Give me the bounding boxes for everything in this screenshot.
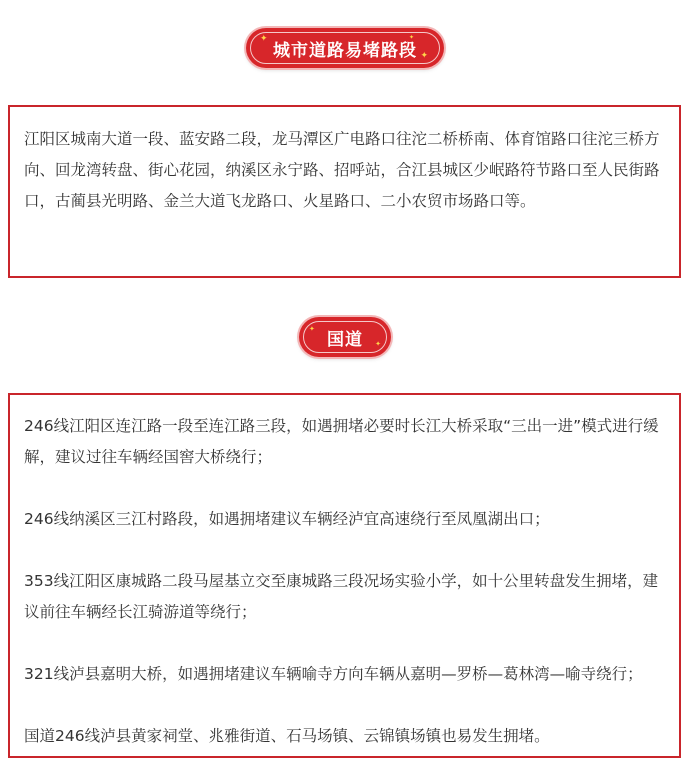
sparkle-icon: ✦ <box>420 51 428 61</box>
sparkle-icon: ✦ <box>375 340 381 348</box>
list-item: 国道246线泸县黄家祠堂、兆雅街道、石马场镇、云锦镇场镇也易发生拥堵。 <box>24 727 550 745</box>
content-paragraph: 江阳区城南大道一段、蓝安路二段，龙马潭区广电路口往沱二桥桥南、体育馆路口往沱三桥方向、回龙湾转盘、街心花园，纳溪区永宁路、招呼站，合江县城区少岷路符节路口至人民街路口，古蔺县光明路、金兰大道飞龙路口、火星路口、二小农贸市场路口等。 <box>24 130 660 210</box>
section-title: 城市道路易堵路段 <box>273 40 417 61</box>
section-title-badge <box>299 317 391 357</box>
sparkle-icon: ✦ <box>260 34 268 44</box>
section-title: 国道 <box>327 329 363 350</box>
list-item: 246线纳溪区三江村路段，如遇拥堵建议车辆经泸宜高速绕行至凤凰湖出口； <box>24 510 550 528</box>
list-item: 321线泸县嘉明大桥，如遇拥堵建议车辆喻寺方向车辆从嘉明—罗桥—葛林湾—喻寺绕行； <box>24 665 643 683</box>
sparkle-icon: ✦ <box>408 34 414 41</box>
section-title-badge <box>246 28 444 68</box>
list-item: 353线江阳区康城路二段马屋基立交至康城路三段况场实验小学，如十公里转盘发生拥堵，建议前往车辆经长江骑游道等绕行； <box>24 572 659 621</box>
content-box <box>8 393 681 758</box>
content-box <box>8 105 681 278</box>
sparkle-icon: ✦ <box>309 325 315 333</box>
list-item: 246线江阳区连江路一段至连江路三段，如遇拥堵必要时长江大桥采取“三出一进”模式进行缓解，建议过往车辆经国窖大桥绕行； <box>24 417 659 466</box>
